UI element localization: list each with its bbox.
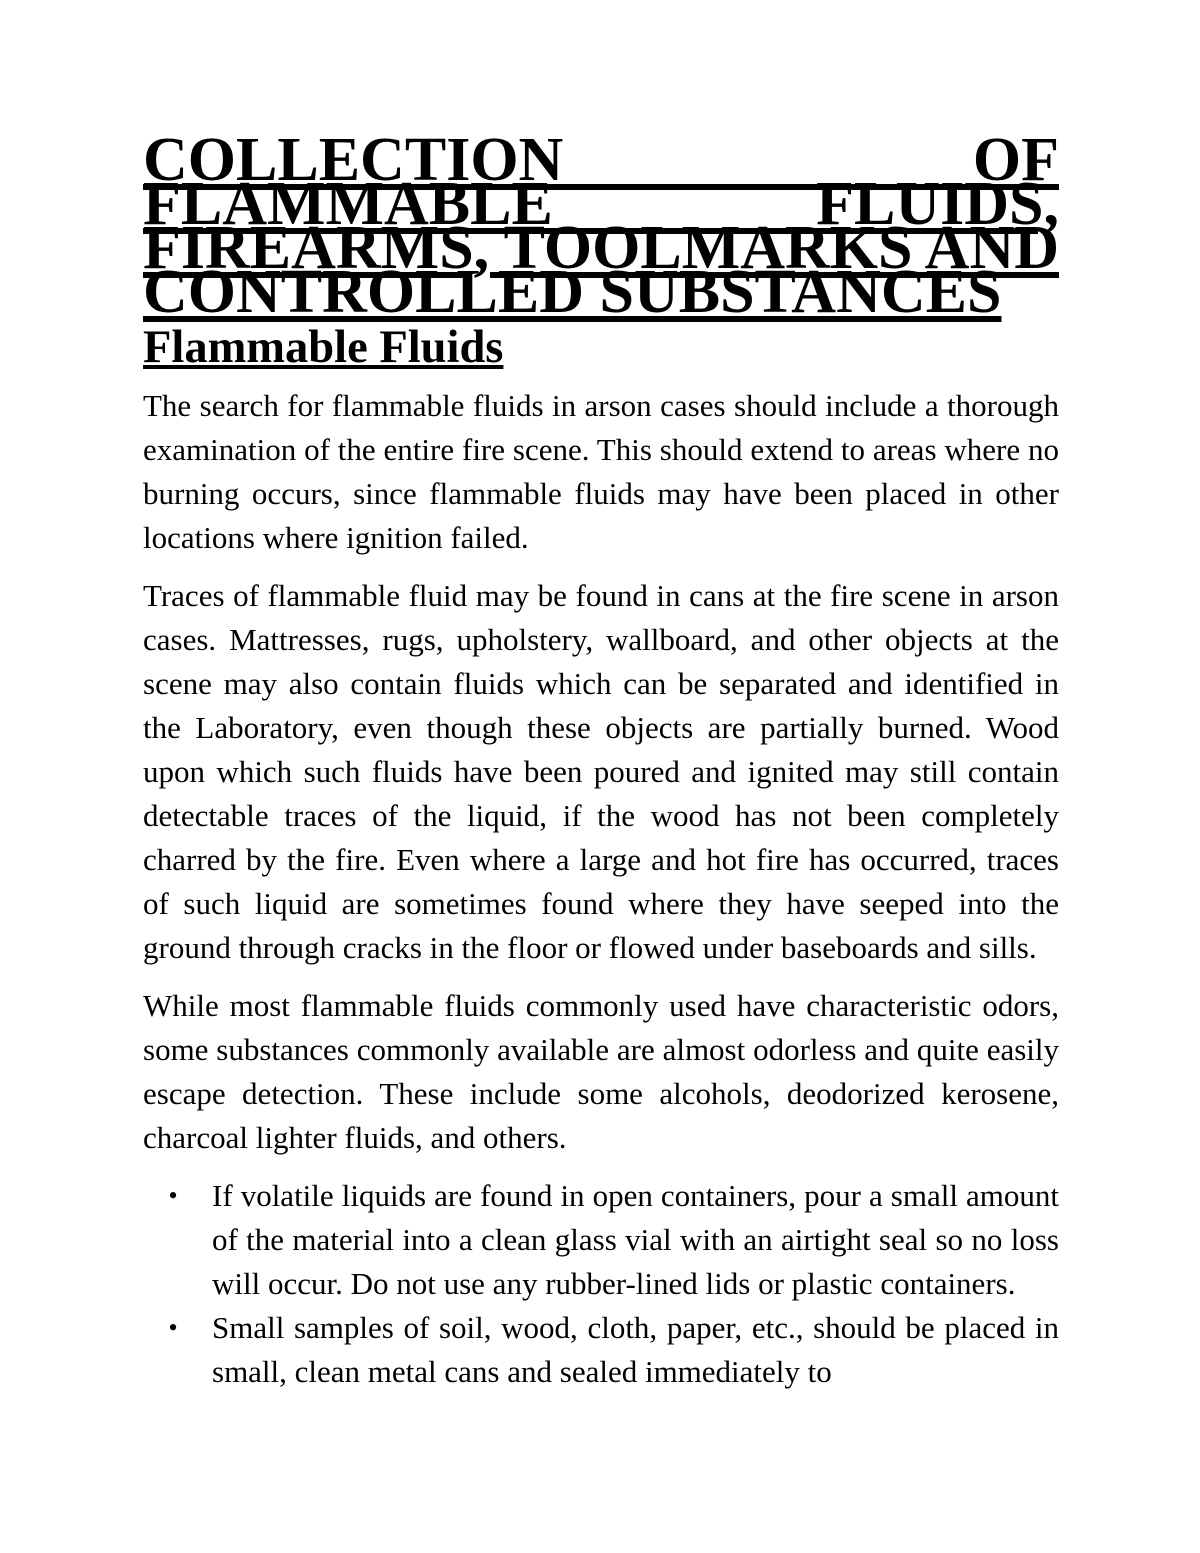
list-item-text: If volatile liquids are found in open containers, pour a small amount of the material into a clean glass vial with an airtight seal so no loss will occur. Do not use any rubber-lined lids or plastic containers.	[212, 1178, 1059, 1301]
document-title: COLLECTION OF FLAMMABLE FLUIDS, FIREARMS, TOOLMARKS AND CONTROLLED SUBSTANCES	[143, 126, 1059, 326]
bullet-icon: •	[168, 1181, 178, 1210]
body-paragraph: The search for flammable fluids in arson cases should include a thorough examination of the entire fire scene. This should extend to areas where no burning occurs, since flammable fluids may have been placed in other locations where ignition failed.	[143, 388, 1059, 555]
body-paragraph: Traces of flammable fluid may be found in cans at the fire scene in arson cases. Mattresses, rugs, upholstery, wallboard, and other objects at the scene may also contain fluids which can be separated and identified in the Laboratory, even though these objects are partially burned. Wood upon which such fluids have been poured and ignited may still contain detectable traces of the liquid, if the wood has not been completely charred by the fire. Even where a large and hot fire has occurred, traces of such liquid are sometimes found where they have seeped into the ground through cracks in the floor or flowed under baseboards and sills.	[143, 578, 1059, 965]
list-item	[143, 1306, 1059, 1394]
bullet-list	[143, 1174, 1059, 1394]
body-paragraph: While most flammable fluids commonly used have characteristic odors, some substances commonly available are almost odorless and quite easily escape detection. These include some alcohols, deodorized kerosene, charcoal lighter fluids, and others.	[143, 988, 1059, 1155]
document-page	[143, 126, 1059, 1394]
section-heading: Flammable Fluids	[143, 322, 504, 373]
list-item-text: Small samples of soil, wood, cloth, paper, etc., should be placed in small, clean metal cans and sealed immediately to	[212, 1310, 1059, 1389]
list-item	[143, 1174, 1059, 1306]
bullet-icon: •	[168, 1313, 178, 1342]
